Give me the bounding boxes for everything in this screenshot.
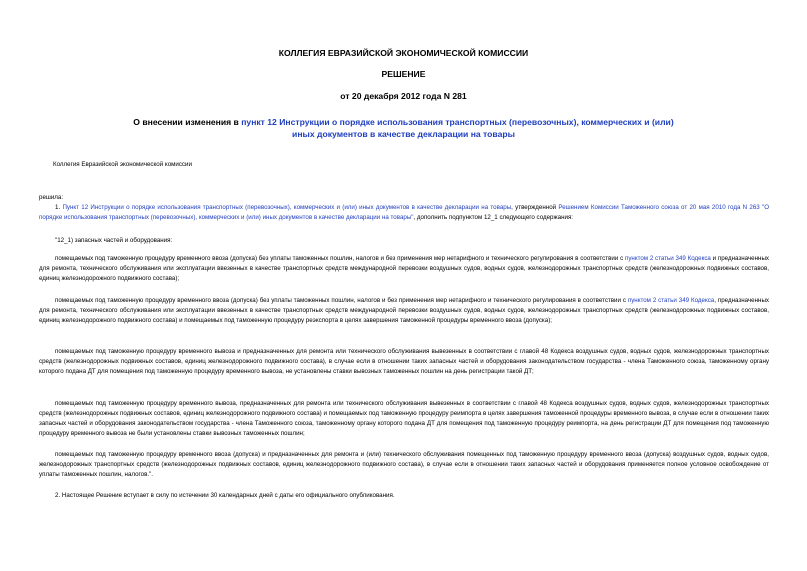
paragraph-2 xyxy=(39,254,769,284)
paragraph-7: 2. Настоящее Решение вступает в силу по истечении 30 календарных дней с даты его официального опубликования. xyxy=(55,492,395,499)
article-349-link[interactable]: пунктом 2 статьи 349 Кодекса xyxy=(624,255,711,262)
commission-decision-link[interactable]: Решением Комиссии Таможенного союза от 20 мая 2010 года N 263 "О порядке использования транспортных (перевозочных), коммерческих и (или) иных документов в качестве декларации на товары" xyxy=(39,204,770,221)
paragraph-3 xyxy=(39,296,769,326)
date-number-heading: от 20 декабря 2012 года N 281 xyxy=(340,91,467,101)
paragraph-2-text-b: и предназначенных для ремонта, технического обслуживания или эксплуатации ввезенных в качестве транспортных средств международной перевозки воздушных судов, водных судов, железнодорожных транспортных средств (железнодорожных подвижных составов, единиц железнодорожного подвижного состава); xyxy=(39,255,769,282)
issuer-text: Коллегия Евразийской экономической комиссии xyxy=(53,161,192,168)
instruction-link[interactable]: Пункт 12 Инструкции о порядке использования транспортных (перевозочных), коммерческих и (или) иных документов в качестве декларации на товары xyxy=(62,204,512,211)
decided-text: решила: xyxy=(39,194,64,201)
title-link[interactable]: пункт 12 Инструкции о порядке использования транспортных (перевозочных), коммерческих и (или) иных документов в качестве декларации на товары xyxy=(241,117,674,139)
paragraph-3-text-b: , предназначенных для ремонта, технического обслуживания или эксплуатации ввезенных в качестве транспортных средств международной перевозки воздушных судов, водных судов, железнодорожных транспортных средств (железнодорожных подвижных составов, единиц железнодорожного подвижного состава) и помещаемых под таможенную процедуру реэкспорта в целях завершения таможенной процедуры временного ввоза (допуска); xyxy=(39,297,769,324)
clause-1 xyxy=(39,203,769,223)
paragraph-4: помещаемых под таможенную процедуру временного вывоза и предназначенных для ремонта или технического обслуживания вывезенных в соответствии с главой 48 Кодекса воздушных судов, водных судов, железнодорожных транспортных средств (железнодорожных подвижных составов, единиц железнодорожного подвижного состава), в случае если в отношении таких запасных частей и оборудования законодательством государства - члена Таможенного союза, таможенному органу которого подана ДТ для помещения под таможенную процедуру временного вывоза, не установлены ставки вывозных таможенных пошлин на день регистрации такой ДТ; xyxy=(39,348,769,375)
paragraph-5: помещаемых под таможенную процедуру временного вывоза, предназначенных для ремонта или технического обслуживания вывезенных в соответствии с главой 48 Кодекса воздушных судов, водных судов, железнодорожных транспортных средств (железнодорожных подвижных составов, единиц железнодорожного подвижного состава) и помещаемых под таможенную процедуру реимпорта в целях завершения таможенной процедуры временного вывоза, в случае если в отношении таких запасных частей и оборудования законодательством государства - члена Таможенного союза, таможенному органу которого подана ДТ для помещения под таможенную процедуру реимпорта, на день регистрации ДТ для помещения под таможенную процедуру временного вывоза не были установлены ставки вывозных таможенных пошлин; xyxy=(39,400,769,437)
clause-1-text-b: , дополнить подпунктом 12_1 следующего содержания: xyxy=(413,213,574,221)
document-title xyxy=(130,116,677,140)
paragraph-2-text-a: помещаемых под таможенную процедуру временного ввоза (допуска) без уплаты таможенных пошлин, налогов и без применения мер нетарифного и технического регулирования в соответствии с xyxy=(55,255,625,262)
paragraph-3-text-a: помещаемых под таможенную процедуру временного ввоза (допуска) без уплаты таможенных пошлин, налогов и без применения мер нетарифного и технического регулирования в соответствии с xyxy=(55,297,628,304)
paragraph-6: помещаемых под таможенную процедуру временного ввоза (допуска) и предназначенных для ремонта и (или) технического обслуживания помещенных под таможенную процедуру временного ввоза (допуска) воздушных судов, водных судов, железнодорожных транспортных средств (железнодорожных подвижных составов, единиц железнодорожного подвижного состава), в случае если в отношении таких запасных частей и оборудования применяется полное условное освобождение от уплаты таможенных пошлин, налогов.". xyxy=(39,451,769,478)
doc-type-heading: РЕШЕНИЕ xyxy=(381,69,426,79)
clause-1-number: 1. xyxy=(55,204,63,211)
article-349-link-2[interactable]: пунктом 2 статьи 349 Кодекса xyxy=(627,297,715,304)
org-heading: КОЛЛЕГИЯ ЕВРАЗИЙСКОЙ ЭКОНОМИЧЕСКОЙ КОМИССИИ xyxy=(278,48,529,58)
clause-1-text-a: , утвержденной xyxy=(511,204,559,211)
title-prefix: О внесении изменения в xyxy=(133,117,242,127)
sub-heading: "12_1) запасных частей и оборудования: xyxy=(55,237,173,244)
